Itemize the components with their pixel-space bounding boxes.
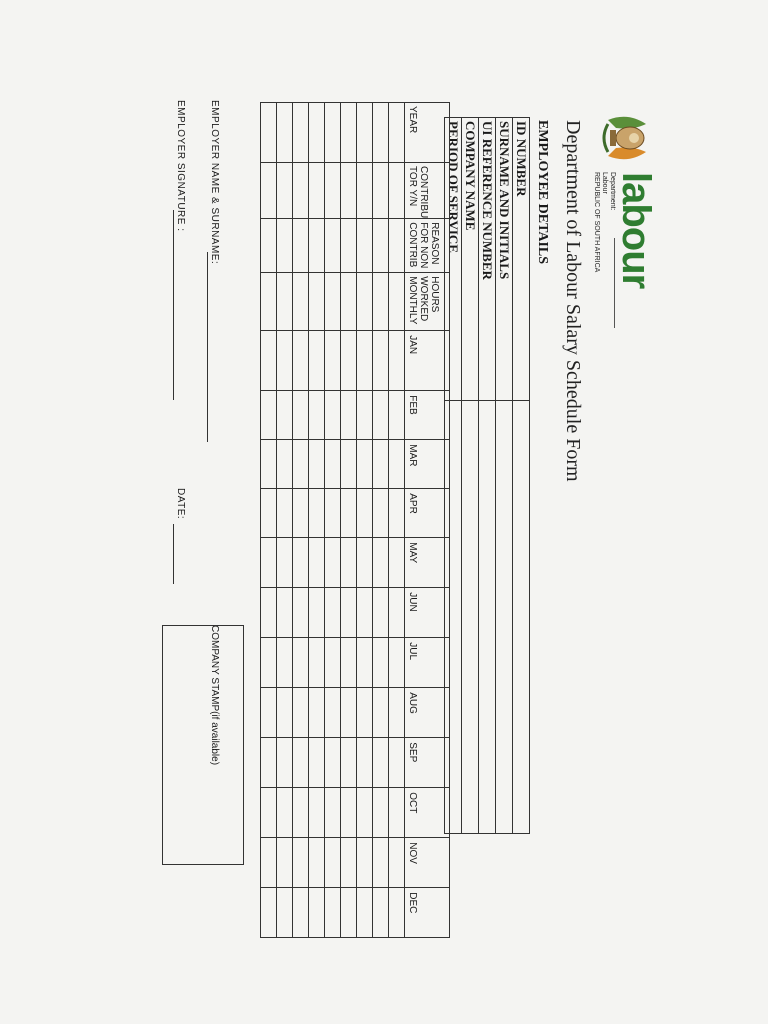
- column-header-reason-for-non-contrib: [405, 219, 450, 273]
- table-cell[interactable]: [309, 888, 325, 938]
- table-cell[interactable]: [341, 688, 357, 738]
- table-cell[interactable]: [389, 888, 405, 938]
- table-cell[interactable]: [309, 331, 325, 391]
- table-cell[interactable]: [277, 219, 293, 273]
- table-cell[interactable]: [325, 888, 341, 938]
- table-cell[interactable]: [325, 440, 341, 489]
- table-cell[interactable]: [293, 738, 309, 788]
- employer-signature-label: EMPLOYER SIGNATURE :: [175, 100, 186, 232]
- table-cell[interactable]: [373, 103, 389, 163]
- column-header-line: YEAR: [407, 106, 418, 134]
- table-cell[interactable]: [357, 219, 373, 273]
- table-cell[interactable]: [261, 788, 277, 838]
- table-cell[interactable]: [309, 440, 325, 489]
- table-cell[interactable]: [357, 838, 373, 888]
- table-cell[interactable]: [357, 103, 373, 163]
- table-cell[interactable]: [357, 489, 373, 538]
- table-cell[interactable]: [341, 331, 357, 391]
- table-cell[interactable]: [309, 788, 325, 838]
- table-cell[interactable]: [389, 538, 405, 588]
- table-cell[interactable]: [309, 638, 325, 688]
- table-row: [261, 103, 277, 938]
- table-cell[interactable]: [261, 738, 277, 788]
- table-cell[interactable]: [341, 738, 357, 788]
- table-cell[interactable]: [293, 688, 309, 738]
- logo-line-labour: Labour: [601, 172, 608, 194]
- employee-detail-row: [462, 118, 479, 834]
- table-cell[interactable]: [309, 273, 325, 331]
- table-cell[interactable]: [325, 738, 341, 788]
- employee-detail-label: ID NUMBER: [513, 118, 530, 401]
- employer-name-line[interactable]: [207, 252, 208, 442]
- table-cell[interactable]: [293, 888, 309, 938]
- column-header-feb: [405, 391, 450, 440]
- table-cell[interactable]: [325, 638, 341, 688]
- table-cell[interactable]: [277, 440, 293, 489]
- table-cell[interactable]: [373, 738, 389, 788]
- table-cell[interactable]: [341, 538, 357, 588]
- table-cell[interactable]: [261, 331, 277, 391]
- employee-detail-value[interactable]: [496, 401, 513, 834]
- table-cell[interactable]: [293, 219, 309, 273]
- table-cell[interactable]: [341, 440, 357, 489]
- table-cell[interactable]: [357, 888, 373, 938]
- column-header-line: MAR: [407, 444, 418, 467]
- table-cell[interactable]: [357, 638, 373, 688]
- column-header-contributor-y-n: [405, 163, 450, 219]
- table-cell[interactable]: [277, 688, 293, 738]
- table-cell[interactable]: [261, 588, 277, 638]
- table-cell[interactable]: [277, 788, 293, 838]
- table-cell[interactable]: [261, 163, 277, 219]
- table-cell[interactable]: [261, 838, 277, 888]
- table-cell[interactable]: [309, 738, 325, 788]
- table-cell[interactable]: [261, 489, 277, 538]
- table-cell[interactable]: [357, 538, 373, 588]
- table-cell[interactable]: [373, 838, 389, 888]
- table-cell[interactable]: [373, 273, 389, 331]
- table-cell[interactable]: [341, 219, 357, 273]
- column-header-line: FEB: [407, 395, 418, 415]
- column-header-sep: [405, 738, 450, 788]
- table-cell[interactable]: [389, 738, 405, 788]
- employee-detail-label: SURNAME AND INITIALS: [496, 118, 513, 401]
- labour-wordmark: labour: [614, 172, 658, 289]
- table-cell[interactable]: [357, 688, 373, 738]
- table-cell[interactable]: [341, 788, 357, 838]
- table-cell[interactable]: [389, 391, 405, 440]
- column-header-line: JAN: [407, 335, 418, 355]
- table-cell[interactable]: [373, 538, 389, 588]
- table-cell[interactable]: [309, 489, 325, 538]
- department-logo: [593, 108, 658, 308]
- table-cell[interactable]: [373, 219, 389, 273]
- logo-divider: [614, 238, 615, 328]
- table-cell[interactable]: [277, 538, 293, 588]
- table-cell[interactable]: [261, 538, 277, 588]
- table-cell[interactable]: [325, 219, 341, 273]
- date-line[interactable]: [173, 524, 174, 584]
- table-cell[interactable]: [357, 273, 373, 331]
- employer-signature-line[interactable]: [173, 210, 174, 400]
- table-row: [357, 103, 373, 938]
- column-header-line: MONTHLY: [407, 276, 418, 325]
- table-cell[interactable]: [293, 163, 309, 219]
- table-cell[interactable]: [277, 588, 293, 638]
- table-cell[interactable]: [309, 163, 325, 219]
- table-cell[interactable]: [261, 219, 277, 273]
- table-cell[interactable]: [373, 440, 389, 489]
- column-header-line: CONTRIBU: [418, 166, 429, 219]
- column-header-jul: [405, 638, 450, 688]
- table-cell[interactable]: [277, 489, 293, 538]
- salary-schedule-table: [260, 102, 450, 938]
- employee-detail-value[interactable]: [479, 401, 496, 834]
- table-cell[interactable]: [309, 219, 325, 273]
- table-cell[interactable]: [389, 489, 405, 538]
- table-row: [389, 103, 405, 938]
- column-header-line: WORKED: [418, 276, 429, 322]
- column-header-jan: [405, 331, 450, 391]
- employee-details-heading: EMPLOYEE DETAILS: [535, 120, 550, 265]
- table-cell[interactable]: [325, 273, 341, 331]
- table-row: [277, 103, 293, 938]
- table-cell[interactable]: [341, 391, 357, 440]
- table-cell[interactable]: [341, 588, 357, 638]
- column-header-line: HOURS: [429, 276, 440, 313]
- table-cell[interactable]: [373, 163, 389, 219]
- table-cell[interactable]: [325, 331, 341, 391]
- column-header-line: MAY: [407, 542, 418, 564]
- table-cell[interactable]: [325, 489, 341, 538]
- employee-details-table: [444, 117, 530, 834]
- column-header-mar: [405, 440, 450, 489]
- column-header-nov: [405, 838, 450, 888]
- table-cell[interactable]: [325, 838, 341, 888]
- table-cell[interactable]: [389, 638, 405, 688]
- table-cell[interactable]: [277, 163, 293, 219]
- table-row: [325, 103, 341, 938]
- table-cell[interactable]: [389, 838, 405, 888]
- column-header-line: REASON: [429, 222, 440, 265]
- column-header-hours-worked-monthly: [405, 273, 450, 331]
- employee-detail-label: COMPANY NAME: [462, 118, 479, 401]
- table-cell[interactable]: [357, 788, 373, 838]
- table-cell[interactable]: [373, 489, 389, 538]
- table-cell[interactable]: [293, 391, 309, 440]
- table-cell[interactable]: [325, 788, 341, 838]
- table-cell[interactable]: [309, 688, 325, 738]
- table-cell[interactable]: [261, 391, 277, 440]
- column-header-line: CONTRIB: [407, 222, 418, 268]
- column-header-jun: [405, 588, 450, 638]
- table-row: [309, 103, 325, 938]
- table-cell[interactable]: [293, 331, 309, 391]
- column-header-oct: [405, 788, 450, 838]
- table-cell[interactable]: [309, 838, 325, 888]
- table-cell[interactable]: [261, 103, 277, 163]
- table-row: [373, 103, 389, 938]
- table-cell[interactable]: [325, 688, 341, 738]
- table-cell[interactable]: [373, 391, 389, 440]
- column-header-line: JUN: [407, 592, 418, 612]
- table-cell[interactable]: [309, 538, 325, 588]
- table-cell[interactable]: [293, 103, 309, 163]
- table-cell[interactable]: [373, 331, 389, 391]
- table-cell[interactable]: [325, 588, 341, 638]
- table-cell[interactable]: [357, 391, 373, 440]
- table-cell[interactable]: [341, 838, 357, 888]
- company-stamp-label: COMPANY STAMP(if available): [209, 625, 220, 766]
- table-cell[interactable]: [277, 273, 293, 331]
- table-row: [341, 103, 357, 938]
- table-cell[interactable]: [373, 688, 389, 738]
- table-cell[interactable]: [357, 331, 373, 391]
- table-cell[interactable]: [389, 331, 405, 391]
- table-cell[interactable]: [309, 391, 325, 440]
- table-cell[interactable]: [389, 163, 405, 219]
- employee-detail-value[interactable]: [513, 401, 530, 834]
- employee-detail-row: [479, 118, 496, 834]
- table-cell[interactable]: [261, 638, 277, 688]
- table-cell[interactable]: [293, 273, 309, 331]
- table-cell[interactable]: [341, 273, 357, 331]
- table-cell[interactable]: [325, 391, 341, 440]
- table-cell[interactable]: [341, 103, 357, 163]
- table-cell[interactable]: [277, 888, 293, 938]
- table-cell[interactable]: [389, 219, 405, 273]
- date-label: DATE:: [175, 488, 186, 520]
- table-cell[interactable]: [277, 391, 293, 440]
- employee-detail-row: [513, 118, 530, 834]
- column-header-line: FOR NON: [418, 222, 429, 269]
- column-header-line: TOR Y/N: [407, 166, 418, 207]
- table-cell[interactable]: [293, 788, 309, 838]
- table-cell[interactable]: [341, 489, 357, 538]
- column-header-aug: [405, 688, 450, 738]
- table-cell[interactable]: [389, 440, 405, 489]
- table-cell[interactable]: [293, 588, 309, 638]
- table-cell[interactable]: [261, 273, 277, 331]
- employee-detail-value[interactable]: [462, 401, 479, 834]
- table-cell[interactable]: [389, 788, 405, 838]
- table-cell[interactable]: [293, 489, 309, 538]
- table-cell[interactable]: [357, 440, 373, 489]
- table-row: [293, 103, 309, 938]
- column-header-dec: [405, 888, 450, 938]
- table-cell[interactable]: [261, 688, 277, 738]
- table-cell[interactable]: [277, 838, 293, 888]
- logo-line-department: Department:: [609, 172, 616, 211]
- table-cell[interactable]: [309, 103, 325, 163]
- table-cell[interactable]: [389, 688, 405, 738]
- form-title: Department of Labour Salary Schedule Form: [562, 120, 584, 482]
- table-cell[interactable]: [309, 588, 325, 638]
- table-cell[interactable]: [325, 103, 341, 163]
- table-cell[interactable]: [341, 888, 357, 938]
- table-cell[interactable]: [373, 588, 389, 638]
- table-cell[interactable]: [325, 538, 341, 588]
- company-stamp-box[interactable]: [162, 625, 244, 865]
- table-cell[interactable]: [293, 538, 309, 588]
- column-header-line: AUG: [407, 692, 418, 714]
- employer-name-label: EMPLOYER NAME & SURNAME:: [209, 100, 220, 265]
- table-cell[interactable]: [357, 588, 373, 638]
- table-cell[interactable]: [357, 738, 373, 788]
- logo-line-country: REPUBLIC OF SOUTH AFRICA: [593, 172, 600, 273]
- employee-detail-label: PERIOD OF SERVICE: [445, 118, 462, 401]
- column-header-line: OCT: [407, 792, 418, 814]
- column-header-line: SEP: [407, 742, 418, 763]
- table-cell[interactable]: [389, 103, 405, 163]
- table-cell[interactable]: [341, 163, 357, 219]
- table-cell[interactable]: [261, 888, 277, 938]
- column-header-may: [405, 538, 450, 588]
- table-cell[interactable]: [293, 440, 309, 489]
- table-cell[interactable]: [341, 638, 357, 688]
- table-cell[interactable]: [277, 331, 293, 391]
- table-cell[interactable]: [277, 103, 293, 163]
- column-header-year: [405, 103, 450, 163]
- column-header-line: NOV: [407, 842, 418, 864]
- table-cell[interactable]: [389, 273, 405, 331]
- column-header-line: JUL: [407, 642, 418, 661]
- table-cell[interactable]: [357, 163, 373, 219]
- table-cell[interactable]: [277, 638, 293, 688]
- logo-subtitle: [592, 172, 616, 272]
- table-cell[interactable]: [389, 588, 405, 638]
- table-cell[interactable]: [277, 738, 293, 788]
- table-cell[interactable]: [293, 638, 309, 688]
- table-cell[interactable]: [261, 440, 277, 489]
- coat-of-arms-icon: [596, 108, 656, 168]
- table-cell[interactable]: [373, 638, 389, 688]
- employee-detail-row: [496, 118, 513, 834]
- column-header-line: DEC: [407, 892, 418, 914]
- table-cell[interactable]: [293, 838, 309, 888]
- table-cell[interactable]: [325, 163, 341, 219]
- table-cell[interactable]: [373, 788, 389, 838]
- column-header-line: APR: [407, 493, 418, 514]
- table-cell[interactable]: [373, 888, 389, 938]
- employee-detail-label: UI REFERENCE NUMBER: [479, 118, 496, 401]
- column-header-apr: [405, 489, 450, 538]
